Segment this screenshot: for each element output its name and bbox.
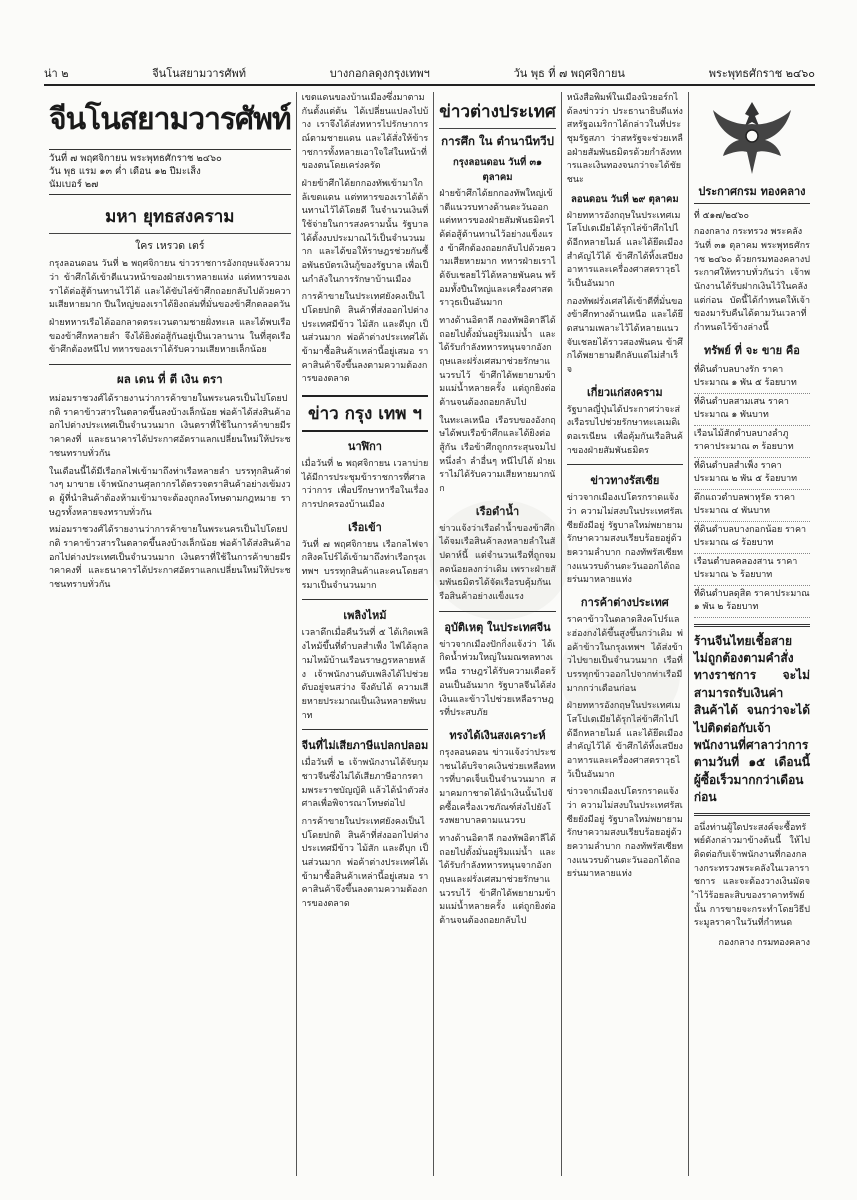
news-headline: นาฬิกา [347,440,382,454]
article-paragraph: ราคาข้าวในตลาดสิงคโปร์และฮ่องกงได้ขึ้นสูงขึ้นกว่าเดิม พ่อค้าข้าวในกรุงเทพฯ ได้ส่งข้าวไปขายเป็นจำนวนมาก เรือที่บรรทุกข้าวออกไปจากท่าเรือมีมากกว่าเดือนก่อน [566,615,683,694]
divider [567,464,683,465]
notice-reference: ที่ ๕๑๗/๒๔๖๐ [693,211,749,221]
article-paragraph: หม่อมราชวงศ์ได้รายงานว่าการค้าขายในพระนครเป็นไปโดยปกติ ราคาข้าวสารในตลาดขึ้นลงบ้างเล็กน้อย พ่อค้าได้ส่งสินค้าออกไปต่างประเทศเป็นจำนวนมาก เงินตราที่ใช้ในการค้าขายมีราคาคงที่ และธนาคารได้ประกาศอัตราแลกเปลี่ยนใหม่ให้ประชาชนทราบทั่วกัน [49,394,291,459]
issue-info [49,149,291,195]
news-headline: เรือดำน้ำ [475,504,520,518]
article-paragraph: หม่อมราชวงศ์ได้รายงานว่าการค้าขายในพระนครเป็นไปโดยปกติ ราคาข้าวสารในตลาดขึ้นลงบ้างเล็กน้อย พ่อค้าได้ส่งสินค้าออกไปต่างประเทศเป็นจำนวนมาก เงินตราที่ใช้ในการค้าขายมีราคาคงที่ และธนาคารได้ประกาศอัตราแลกเปลี่ยนใหม่ให้ประชาชนทราบทั่วกัน [49,525,291,590]
foreign-news-subtitle: การศึก ใน ตำนานีทวีป [441,134,554,148]
notice-title: ประกาศกรม ทองคลาง [694,182,810,204]
article-paragraph: เมื่อวันที่ ๒ เจ้าพนักงานได้จับกุมชาวจีนซึ่งไม่ได้เสียภาษีอากรตามพระราชบัญญัติ แล้วได้นำตัวส่งศาลเพื่อพิจารณาโทษต่อไป [301,758,429,810]
article-paragraph: ในทะเลเหนือ เรือรบของอังกฤษได้พบเรือข้าศึกและได้ยิงต่อสู้กัน เรือข้าศึกถูกกระสุนจมไปหนึ่งลำ ลำอื่นๆ หนีไปได้ ฝ่ายเราไม่ได้รับความเสียหายมากนัก [439,415,556,495]
running-head-city: บางกอกลดุงกรุงเทพฯ [329,67,430,80]
article-paragraph: ในเดือนนี้ได้มีเรือกลไฟเข้ามาถึงท่าเรือหลายลำ บรรทุกสินค้าต่างๆ มาขาย เจ้าพนักงานศุลกากรได้ตรวจตราสินค้าอย่างเข้มงวด ผู้ที่นำสินค้าต้องห้ามเข้ามาจะต้องถูกลงโทษตามกฎหมาย ราษฎรทั้งหลายจงทราบทั่วกัน [49,466,291,518]
divider [694,624,810,627]
war-section-title: มหา ยุทธสงคราม [49,203,291,234]
foreign-news-title: ข่าวต่างประเทศ [439,98,555,129]
divider [439,611,555,612]
running-head-paper: จีนโนสยามวารศัพท์ [152,67,246,80]
list-item: เรือนตำบลคลองสาน ราคาประมาณ ๖ ร้อยบาท [694,554,810,586]
article-paragraph: รัฐบาลญี่ปุ่นได้ประกาศว่าจะส่งเรือรบไปช่วยรักษาทะเลเมดิเตอเรเนียน เพื่อคุ้มกันเรือสินค้าของฝ่ายสัมพันธมิตร [566,404,683,456]
article-paragraph: ข่าวจากเมืองเปโตรกราดแจ้งว่า ความไม่สงบในประเทศรัสเซียยังมีอยู่ รัฐบาลใหม่พยายามรักษาความสงบเรียบร้อยอยู่ด้วยความลำบาก กองทัพรัสเซียทางแนวรบด้านตะวันออกได้ถอยร่นมาหลายแห่ง [566,493,683,586]
column-2 [297,92,435,1176]
list-item: ที่ดินตำบลสำเพ็ง ราคาประมาณ ๒ พัน ๕ ร้อยบาท [694,458,810,490]
article-paragraph: ฝ่ายทหารเรือได้ออกลาดตระเวนตามชายฝั่งทะเล และได้พบเรือของข้าศึกหลายลำ จึงได้ยิงต่อสู้กันอยู่เป็นเวลานาน ในที่สุดเรือข้าศึกต้องหนีไป ทหารของเราได้รับความเสียหายเล็กน้อย [49,318,291,356]
article-paragraph: วันที่ ๗ พฤศจิกายน เรือกลไฟจากสิงคโปร์ได้เข้ามาถึงท่าเรือกรุงเทพฯ บรรทุกสินค้าและคนโดยสารมาเป็นจำนวนมาก [301,539,429,591]
list-item: ที่ดินตำบลดุสิต ราคาประมาณ ๑ พัน ๒ ร้อยบาท [694,586,810,618]
article-paragraph: ฝ่ายทหารอังกฤษในประเทศเมโสโปเตเมียได้รุกไล่ข้าศึกไปได้อีกหลายไมล์ และได้ยึดเมืองสำคัญไว้ได้ ข้าศึกได้ทิ้งเสบียงอาหารและเครื่องศาสตราวุธไว้เป็นอันมาก [566,701,683,780]
column-4 [562,92,689,1176]
news-headline: ทรงได้เงินสงเคราะห์ [449,728,546,742]
article-paragraph: หนังสือพิมพ์ในเมืองนิวยอร์กได้ลงข่าวว่า ประธานาธิบดีแห่งสหรัฐอเมริกาได้กล่าวในที่ประชุมรัฐสภา ว่าสหรัฐจะช่วยเหลือฝ่ายสัมพันธมิตรด้วยกำลังทหารและเงินทองจนกว่าจะได้ชัยชนะ [566,93,683,186]
list-item: เรือนไม้สักตำบลบางลำภู ราคาประมาณ ๓ ร้อยบาท [694,426,810,458]
list-item: ที่ดินตำบลบางรัก ราคาประมาณ ๑ พัน ๕ ร้อยบาท [694,362,810,394]
article-paragraph: ทางด้านอิตาลี กองทัพอิตาลีได้ถอยไปตั้งมั่นอยู่ริมแม่น้ำ และได้รับกำลังทหารหนุนจากอังกฤษและฝรั่งเศสมาช่วยรักษาแนวรบไว้ ข้าศึกได้พยายามข้ามแม่น้ำหลายครั้ง แต่ถูกยิงต่อต้านจนต้องถอยกลับไป [439,833,556,926]
divider [302,599,429,600]
article-paragraph: ข่าวแจ้งว่าเรือดำน้ำของข้าศึกได้จมเรือสินค้าลงหลายลำในสัปดาห์นี้ แต่จำนวนเรือที่ถูกจมลดน้อยลงกว่าเดิม เพราะฝ่ายสัมพันธมิตรได้จัดเรือรบคุ้มกันเรือสินค้าอย่างแข็งแรง [439,523,556,603]
article-paragraph: การค้าขายในประเทศยังคงเป็นไปโดยปกติ สินค้าที่ส่งออกไปต่างประเทศมีข้าว ไม้สัก และดีบุก เป็นส่วนมาก พ่อค้าต่างประเทศได้เข้ามาซื้อสินค้าเหล่านี้อยู่เสมอ ราคาสินค้าจึงขึ้นลงตามความต้องการของตลาด [301,816,429,909]
news-headline: เกี่ยวแก่สงคราม [587,385,663,399]
list-item: ที่ดินตำบลสามเสน ราคาประมาณ ๑ พันบาท [694,394,810,426]
notice-paragraph: อนึ่งท่านผู้ใดประสงค์จะซื้อทรัพย์ดังกล่าวมาข้างต้นนี้ ให้ไปติดต่อกับเจ้าพนักงานที่กองกลางกระทรวงพระคลังในเวลาราชการ และจะต้องวางเงินมัดจำไว้ร้อยละสิบของราคาทรัพย์นั้น การขายจะกระทำโดยวิธีประมูลราคาในวันที่กำหนด [693,822,810,929]
divider [694,813,810,816]
notice-department: กองกลาง กระทรวง พระคลัง [693,227,803,237]
masthead: จีนโนสยามวารศัพท์ [49,102,291,137]
article-paragraph: เวลาดึกเมื่อคืนวันที่ ๕ ได้เกิดเพลิงไหม้ขึ้นที่ตำบลสำเพ็ง ไฟได้ลุกลามไหม้บ้านเรือนราษฎรหลายหลัง เจ้าพนักงานดับเพลิงได้ไปช่วยดับอยู่จนสว่าง จึงดับได้ ความเสียหายประมาณเป็นเงินหลายพันบาท [301,628,429,721]
notice-signature: กองกลาง กรมทองคลาง [718,937,810,948]
issue-lunar-date: วัน พุธ แรม ๑๓ ค่ำ เดือน ๑๒ ปีมะเส็ง [49,165,201,177]
divider [302,729,429,730]
running-head-day: วัน พุธ ที่ ๗ พฤศจิกายน [513,67,625,80]
column-1 [44,92,297,1176]
article-paragraph: ฝ่ายข้าศึกได้ยกกองทัพเข้ามาใกล้เขตแดน แต่ทหารของเราได้ต้านทานไว้ได้โดยดี ในจำนวนเงินที่ใช้จ่ายในการสงครามนั้น รัฐบาลได้ตั้งงบประมาณไว้เป็นจำนวนมาก และได้ขอให้ราษฎรช่วยกันซื้อพันธบัตรเงินกู้ของรัฐบาล เพื่อเป็นกำลังในการรักษาบ้านเมือง [301,179,429,285]
article-paragraph: ฝ่ายข้าศึกได้ยกกองทัพใหญ่เข้าตีแนวรบทางด้านตะวันออก แต่ทหารของฝ่ายสัมพันธมิตรได้ต่อสู้ต้านทานไว้อย่างแข็งแรง ข้าศึกต้องถอยกลับไปด้วยความเสียหายมาก ทหารฝ่ายเราได้จับเชลยไว้ได้หลายพันคน พร้อมทั้งปืนใหญ่และเครื่องศาสตราวุธเป็นอันมาก [439,189,556,309]
notice-paragraph: วันที่ ๓๑ ตุลาคม พระพุทธศักราช ๒๔๖๐ ด้วยกรมทองคลางประกาศให้ทราบทั่วกันว่า เจ้าพนักงานได้รับฝากเงินไว้ในคลังแต่ก่อน บัดนี้ได้กำหนดให้เจ้าของมารับคืนได้ตามวันเวลาที่กำหนดไว้ข้างล่างนี้ [693,241,810,334]
property-list [694,362,810,618]
column-3 [434,92,561,1176]
news-headline: เรือเข้า [348,520,382,534]
article-paragraph: ทางด้านอิตาลี กองทัพอิตาลีได้ถอยไปตั้งมั่นอยู่ริมแม่น้ำ และได้รับกำลังทหารหนุนจากอังกฤษและฝรั่งเศสมาช่วยรักษาแนวรบไว้ ข้าศึกได้พยายามข้ามแม่น้ำหลายครั้ง แต่ถูกยิงต่อต้านจนต้องถอยกลับไป [439,316,556,409]
article-paragraph: กรุงลอนดอน วันที่ ๒ พฤศจิกายน ข่าวราชการอังกฤษแจ้งความว่า ข้าศึกได้เข้าตีแนวหน้าของฝ่ายเราหลายแห่ง แต่ทหารของเราได้ต่อสู้ต้านทานไว้ได้ และได้ขับไล่ข้าศึกถอยกลับไปด้วยความเสียหายมาก ปืนใหญ่ของเราได้ยิงถล่มที่มั่นของข้าศึกตลอดวัน [49,259,291,311]
bold-notice: ร้านจีนไทยเชื้อสาย ไม่ถูกต้องตามคำสั่งทางราชการ จะไม่สามารถรับเงินค่าสินค้าได้ จนกว่าจะได้ไปติดต่อกับเจ้าพนักงานที่ศาลาว่าการตามวันที่ ๑๕ เดือนนี้ ผู้ซื้อเร็วมากกว่าเดือนก่อน [693,633,810,805]
list-item: ตึกแถวตำบลพาหุรัด ราคาประมาณ ๔ พันบาท [694,490,810,522]
news-headline: จีนที่ไม่เสียภาษีแปลกปลอม [301,739,429,753]
issue-number: นัมเบอร์ ๒๗ [49,178,99,190]
property-list-title: ทรัพย์ ที่ จะ ขาย คือ [703,343,800,357]
article-paragraph: การค้าขายในประเทศยังคงเป็นไปโดยปกติ สินค้าที่ส่งออกไปต่างประเทศมีข้าว ไม้สัก และดีบุก เป็นส่วนมาก พ่อค้าต่างประเทศได้เข้ามาซื้อสินค้าเหล่านี้อยู่เสมอ ราคาสินค้าจึงขึ้นลงตามความต้องการของตลาด [301,292,429,385]
list-item: ที่ดินตำบลบางกอกน้อย ราคาประมาณ ๘ ร้อยบาท [694,522,810,554]
columns [44,92,815,1176]
article-paragraph: เขตแดนของบ้านเมืองซึ่งมาตามกันตั้งแต่ต้น ได้เปลี่ยนแปลงไปบ้าง เราจึงได้ส่งทหารไปรักษาการณ์ตามชายแดน และได้สั่งให้ข้าราชการทั้งหลายเอาใจใส่ในหน้าที่ของตนโดยเคร่งครัด [301,93,429,172]
page-number: น่า ๒ [44,67,69,80]
news-headline: เพลิงไหม้ [343,609,387,623]
news-headline: ข่าวทางรัสเซีย [590,474,660,488]
bangkok-news-title: ข่าว กรุง เทพ ฯ [302,395,429,432]
dateline: ลอนดอน วันที่ ๒๙ ตุลาคม [571,193,679,205]
article-paragraph: ข่าวจากเมืองเปโตรกราดแจ้งว่า ความไม่สงบในประเทศรัสเซียยังมีอยู่ รัฐบาลใหม่พยายามรักษาความสงบเรียบร้อยอยู่ด้วยความลำบาก กองทัพรัสเซียทางแนวรบด้านตะวันออกได้ถอยร่นมาหลายแห่ง [566,787,683,880]
article-paragraph: ข่าวจากเมืองปักกิ่งแจ้งว่า ได้เกิดน้ำท่วมใหญ่ในมณฑลทางเหนือ ราษฎรได้รับความเดือดร้อนเป็นอันมาก รัฐบาลจีนได้ส่งเงินและข้าวไปช่วยเหลือราษฎรที่ประสบภัย [439,639,556,719]
article-paragraph: ฝ่ายทหารอังกฤษในประเทศเมโสโปเตเมียได้รุกไล่ข้าศึกไปได้อีกหลายไมล์ และได้ยึดเมืองสำคัญไว้ได้ ข้าศึกได้ทิ้งเสบียงอาหารและเครื่องศาสตราวุธไว้เป็นอันมาก [566,210,683,290]
running-head-year: พระพุทธศักราช ๒๔๖๐ [708,67,815,80]
garuda-emblem-icon [707,96,797,180]
article-paragraph: กองทัพฝรั่งเศสได้เข้าตีที่มั่นของข้าศึกทางด้านเหนือ และได้ยึดสนามเพลาะไว้ได้หลายแนว จับเชลยได้ราวสองพันคน ข้าศึกได้พยายามตีกลับแต่ไม่สำเร็จ [566,296,683,376]
issue-date: วันที่ ๗ พฤศจิกายน พระพุทธศักราช ๒๔๖๐ [49,153,222,164]
news-headline: การค้าต่างประเทศ [580,596,669,610]
article-paragraph: เมื่อวันที่ ๒ พฤศจิกายน เวลาบ่าย ได้มีการประชุมข้าราชการที่ศาลาว่าการ เพื่อปรึกษาหารือในเรื่องการปกครองบ้านเมือง [301,459,429,511]
article-paragraph: กรุงลอนดอน ข่าวแจ้งว่าประชาชนได้บริจาคเงินช่วยเหลือทหารที่บาดเจ็บเป็นจำนวนมาก สมาคมกาชาดได้นำเงินนั้นไปจัดซื้อเครื่องเวชภัณฑ์ส่งไปยังโรงพยาบาลตามแนวรบ [439,747,556,827]
currency-subtitle: ผล เดน ที่ ตี เงิน ตรา [117,372,223,387]
war-byline: ใคร เหรวด เตร์ [135,240,205,253]
dateline: กรุงลอนดอน วันที่ ๓๑ ตุลาคม [452,157,543,183]
news-headline: อุบัติเหตุ ในประเทศจีน [444,620,551,634]
divider [49,364,291,365]
column-5 [689,92,815,1176]
running-head [44,62,815,86]
